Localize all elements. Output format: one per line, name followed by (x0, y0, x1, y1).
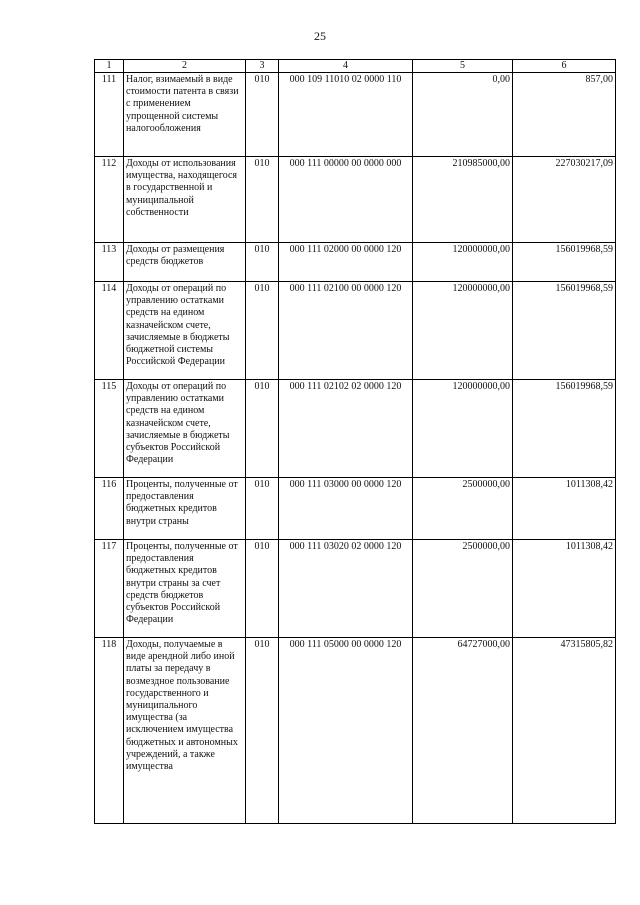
column-header-3: 3 (246, 60, 279, 73)
row-plan: 120000000,00 (413, 243, 513, 282)
row-kbk: 000 111 05000 00 0000 120 (279, 638, 413, 824)
row-kbk: 000 111 00000 00 0000 000 (279, 157, 413, 243)
row-code: 010 (246, 478, 279, 540)
row-fact: 857,00 (513, 73, 616, 157)
row-kbk: 000 111 02100 00 0000 120 (279, 282, 413, 380)
row-kbk: 000 111 02102 02 0000 120 (279, 380, 413, 478)
table-header-row (95, 60, 616, 73)
row-name: Проценты, полученные от предоставления бюджетных кредитов внутри страны за счет средств бюджетов субъектов Российской Федерации (124, 540, 246, 638)
row-name: Доходы от операций по управлению остатками средств на едином казначейском счете, зачисляемые в бюджеты бюджетной системы Российской Федерации (124, 282, 246, 380)
table-row (95, 540, 616, 638)
row-plan: 120000000,00 (413, 380, 513, 478)
table-row (95, 380, 616, 478)
row-number: 112 (95, 157, 124, 243)
row-number: 118 (95, 638, 124, 824)
row-fact: 1011308,42 (513, 540, 616, 638)
column-header-2: 2 (124, 60, 246, 73)
table-row (95, 638, 616, 824)
revenue-table (94, 59, 616, 824)
row-code: 010 (246, 540, 279, 638)
row-code: 010 (246, 638, 279, 824)
row-kbk: 000 111 02000 00 0000 120 (279, 243, 413, 282)
row-fact: 156019968,59 (513, 282, 616, 380)
row-name: Доходы от размещения средств бюджетов (124, 243, 246, 282)
row-number: 115 (95, 380, 124, 478)
row-number: 111 (95, 73, 124, 157)
row-kbk: 000 111 03000 00 0000 120 (279, 478, 413, 540)
row-fact: 156019968,59 (513, 380, 616, 478)
row-fact: 47315805,82 (513, 638, 616, 824)
row-code: 010 (246, 243, 279, 282)
row-fact: 156019968,59 (513, 243, 616, 282)
row-number: 114 (95, 282, 124, 380)
row-fact: 227030217,09 (513, 157, 616, 243)
table-row (95, 282, 616, 380)
row-plan: 0,00 (413, 73, 513, 157)
row-name: Доходы от использования имущества, находящегося в государственной и муниципальной собственности (124, 157, 246, 243)
row-name: Доходы, получаемые в виде арендной либо иной платы за передачу в возмездное пользование государственного и муниципального имущества (за исключением имущества бюджетных и автономных учреждений, а также имущества (124, 638, 246, 824)
row-number: 116 (95, 478, 124, 540)
row-fact: 1011308,42 (513, 478, 616, 540)
table-row (95, 243, 616, 282)
row-plan: 2500000,00 (413, 540, 513, 638)
row-number: 117 (95, 540, 124, 638)
column-header-6: 6 (513, 60, 616, 73)
row-code: 010 (246, 282, 279, 380)
row-plan: 120000000,00 (413, 282, 513, 380)
row-code: 010 (246, 73, 279, 157)
row-code: 010 (246, 157, 279, 243)
row-code: 010 (246, 380, 279, 478)
row-kbk: 000 109 11010 02 0000 110 (279, 73, 413, 157)
row-plan: 2500000,00 (413, 478, 513, 540)
column-header-4: 4 (279, 60, 413, 73)
row-name: Проценты, полученные от предоставления бюджетных кредитов внутри страны (124, 478, 246, 540)
page-number: 25 (314, 29, 326, 43)
column-header-5: 5 (413, 60, 513, 73)
row-plan: 210985000,00 (413, 157, 513, 243)
row-plan: 64727000,00 (413, 638, 513, 824)
column-header-1: 1 (95, 60, 124, 73)
table-row (95, 157, 616, 243)
row-name: Доходы от операций по управлению остатками средств на едином казначейском счете, зачисляемые в бюджеты субъектов Российской Федерации (124, 380, 246, 478)
row-name: Налог, взимаемый в виде стоимости патента в связи с применением упрощенной системы налогообложения (124, 73, 246, 157)
row-number: 113 (95, 243, 124, 282)
row-kbk: 000 111 03020 02 0000 120 (279, 540, 413, 638)
table-row (95, 478, 616, 540)
table-row (95, 73, 616, 157)
